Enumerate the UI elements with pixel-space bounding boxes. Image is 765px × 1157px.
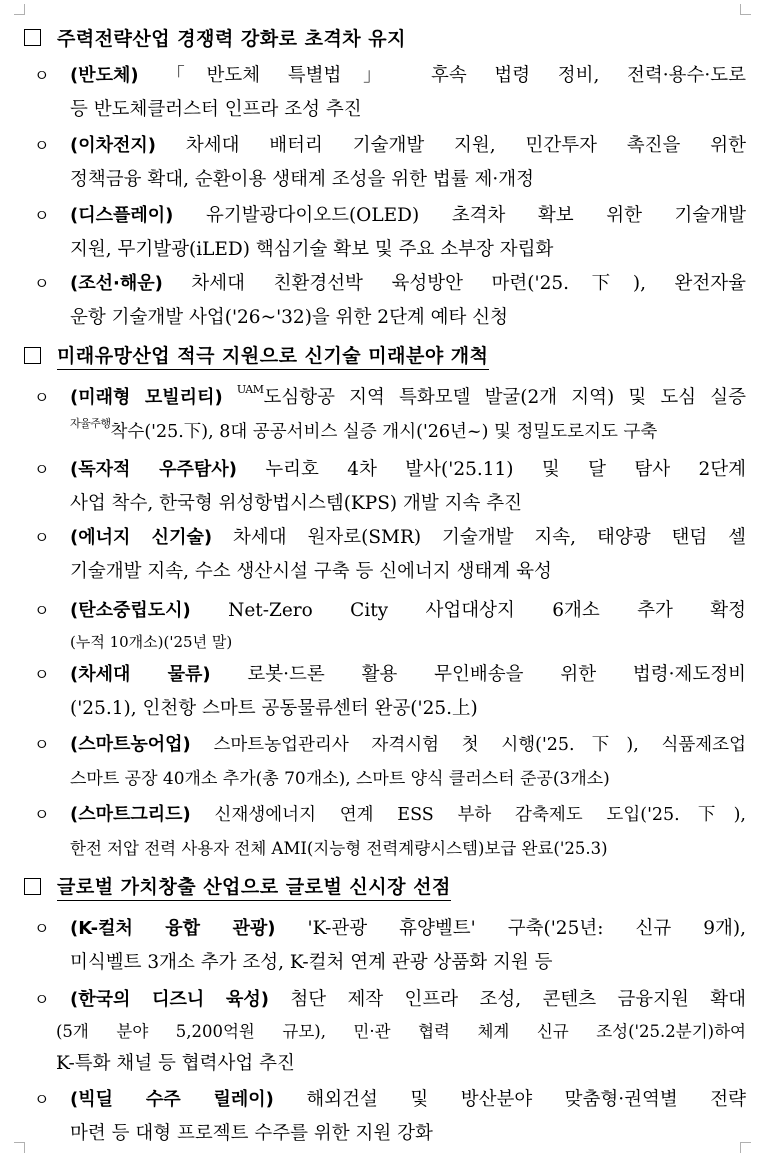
list-item bbox=[30, 983, 746, 1081]
list-item bbox=[30, 1083, 746, 1151]
list-item bbox=[30, 129, 746, 197]
item-tag: (조선·해운) bbox=[70, 273, 163, 294]
crop-mark bbox=[14, 4, 25, 15]
circle-bullet-icon: ㅇ bbox=[34, 665, 50, 684]
section-heading-2 bbox=[24, 340, 489, 370]
item-tag: (디스플레이) bbox=[70, 205, 174, 226]
item-line: 도심항공 지역 특화모델 발굴(2개 지역) 및 도심 실증 bbox=[263, 387, 746, 408]
crop-mark bbox=[740, 4, 751, 15]
section-title: 주력전략산업 경쟁력 강화로 초격차 유지 bbox=[57, 27, 406, 50]
item-tag: (차세대 물류) bbox=[70, 664, 211, 685]
item-line: 정책금융 확대, 순환이용 생태계 조성을 위한 법률 제·개정 bbox=[70, 169, 534, 190]
item-tag: (미래형 모빌리티) bbox=[70, 387, 223, 408]
superscript-label: 자율주행 bbox=[70, 417, 111, 430]
circle-bullet-icon: ㅇ bbox=[34, 1090, 50, 1109]
list-item bbox=[30, 453, 746, 521]
item-tag: (탄소중립도시) bbox=[70, 600, 191, 621]
section-title: 미래유망산업 적극 지원으로 신기술 미래분야 개척 bbox=[57, 341, 489, 370]
list-item bbox=[30, 658, 746, 726]
circle-bullet-icon: ㅇ bbox=[34, 735, 50, 754]
item-line: 등 반도체클러스터 인프라 조성 추진 bbox=[70, 99, 362, 120]
section-heading-3 bbox=[24, 871, 451, 901]
list-item bbox=[30, 59, 746, 127]
circle-bullet-icon: ㅇ bbox=[34, 388, 50, 407]
circle-bullet-icon: ㅇ bbox=[34, 274, 50, 293]
item-line: 마련 등 대형 프로젝트 수주를 위한 지원 강화 bbox=[70, 1123, 433, 1144]
item-line: 미식벨트 3개소 추가 조성, K-컬처 연계 관광 상품화 지원 등 bbox=[70, 952, 553, 973]
circle-bullet-icon: ㅇ bbox=[34, 805, 50, 824]
item-line: Net-Zero City 사업대상지 6개소 추가 확정 bbox=[228, 600, 746, 621]
circle-bullet-icon: ㅇ bbox=[34, 460, 50, 479]
item-tag: (스마트그리드) bbox=[70, 804, 191, 825]
checkbox-square-icon bbox=[24, 878, 41, 895]
item-line: 한전 저압 전력 사용자 전체 AMI(지능형 전력계량시스템)보급 완료('25.3) bbox=[70, 839, 608, 858]
superscript-label: UAM bbox=[236, 383, 264, 396]
item-tag: (에너지 신기술) bbox=[70, 527, 213, 548]
item-line: 「반도체 특별법」 후속 법령 정비, 전력·용수·도로 bbox=[166, 65, 746, 86]
list-item bbox=[30, 798, 746, 866]
item-line: (5개 분야 5,200억원 규모), 민·관 협력 체계 신규 조성('25.2분기)하여 bbox=[56, 1022, 746, 1041]
circle-bullet-icon: ㅇ bbox=[34, 206, 50, 225]
item-line: 누리호 4차 발사('25.11) 및 달 탐사 2단계 bbox=[265, 459, 747, 480]
item-line: 스마트 공장 40개소 추가(총 70개소), 스마트 양식 클러스터 준공(3개소) bbox=[70, 769, 610, 789]
item-line: 해외건설 및 방산분야 맞춤형·권역별 전략 bbox=[306, 1089, 746, 1110]
item-line: 신재생에너지 연계 ESS 부하 감축제도 도입('25.下), bbox=[214, 805, 746, 825]
item-tag: (K-컬처 융합 관광) bbox=[70, 918, 276, 939]
item-line: 첨단 제작 인프라 조성, 콘텐츠 금융지원 확대 bbox=[290, 989, 746, 1010]
item-line: 지원, 무기발광(iLED) 핵심기술 확보 및 주요 소부장 자립화 bbox=[70, 239, 554, 260]
circle-bullet-icon: ㅇ bbox=[34, 919, 50, 938]
checkbox-square-icon bbox=[24, 347, 41, 364]
circle-bullet-icon: ㅇ bbox=[34, 136, 50, 155]
item-line: 로봇·드론 활용 무인배송을 위한 법령·제도정비 bbox=[247, 664, 746, 685]
circle-bullet-icon: ㅇ bbox=[34, 66, 50, 85]
item-line: 차세대 배터리 기술개발 지원, 민간투자 촉진을 위한 bbox=[185, 135, 746, 156]
section-title: 글로벌 가치창출 산업으로 글로벌 신시장 선점 bbox=[57, 872, 451, 901]
checkbox-square-icon bbox=[24, 29, 41, 46]
list-item bbox=[30, 267, 746, 335]
list-item bbox=[30, 594, 746, 656]
item-line: 유기발광다이오드(OLED) 초격차 확보 위한 기술개발 bbox=[205, 205, 746, 226]
circle-bullet-icon: ㅇ bbox=[34, 601, 50, 620]
circle-bullet-icon: ㅇ bbox=[34, 528, 50, 547]
item-line: 사업 착수, 한국형 위성항법시스템(KPS) 개발 지속 추진 bbox=[70, 493, 522, 514]
item-tag: (한국의 디즈니 육성) bbox=[70, 989, 270, 1010]
item-line: 기술개발 지속, 수소 생산시설 구축 등 신에너지 생태계 육성 bbox=[70, 561, 552, 582]
item-tag: (독자적 우주탐사) bbox=[70, 459, 237, 480]
item-tag: (이차전지) bbox=[70, 135, 157, 156]
item-line: ('25.1), 인천항 스마트 공동물류센터 완공('25.上) bbox=[70, 698, 478, 719]
item-line: 착수('25.下), 8대 공공서비스 실증 개시('26년~) 및 정밀도로지도 구축 bbox=[110, 422, 658, 442]
item-line: 스마트농업관리사 자격시험 첫 시행('25.下), 식품제조업 bbox=[213, 735, 746, 755]
list-item bbox=[30, 728, 746, 796]
item-tag: (빅딜 수주 릴레이) bbox=[70, 1089, 274, 1110]
item-line: 운항 기술개발 사업('26~'32)을 위한 2단계 예타 신청 bbox=[70, 307, 509, 328]
item-line: 차세대 친환경선박 육성방안 마련('25.下), 완전자율 bbox=[191, 273, 746, 294]
list-item bbox=[30, 381, 746, 449]
circle-bullet-icon: ㅇ bbox=[34, 990, 50, 1009]
list-item bbox=[30, 521, 746, 589]
item-line: 차세대 원자로(SMR) 기술개발 지속, 태양광 탠덤 셀 bbox=[233, 527, 746, 548]
list-item bbox=[30, 912, 746, 980]
crop-mark bbox=[14, 1142, 25, 1153]
item-line: (누적 10개소)('25년 말) bbox=[70, 633, 233, 651]
item-line: K-특화 채널 등 협력사업 추진 bbox=[56, 1053, 295, 1074]
list-item bbox=[30, 199, 746, 267]
section-heading-1 bbox=[24, 22, 406, 52]
item-tag: (반도체) bbox=[70, 65, 139, 86]
item-line: 'K-관광 휴양벨트' 구축('25년: 신규 9개), bbox=[307, 918, 746, 939]
item-tag: (스마트농어업) bbox=[70, 734, 191, 755]
